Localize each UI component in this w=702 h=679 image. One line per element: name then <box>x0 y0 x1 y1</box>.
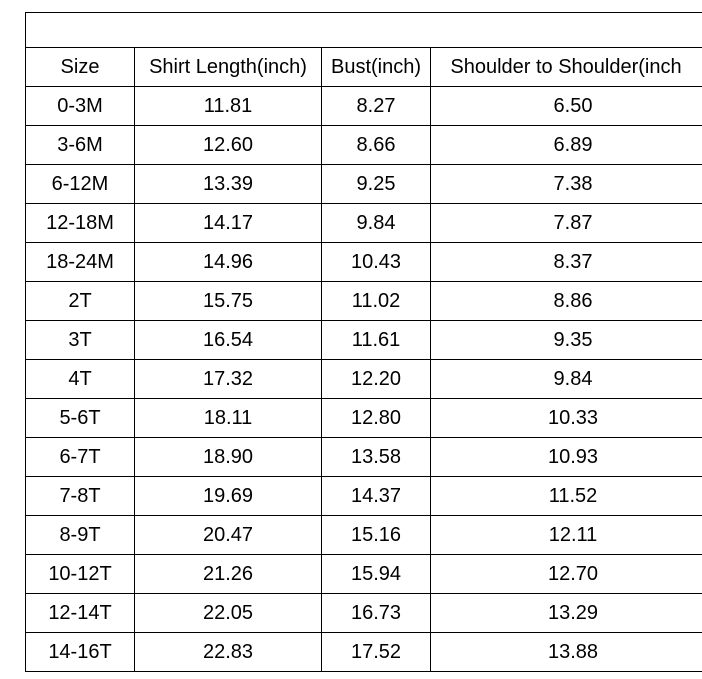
cell-bust: 8.66 <box>322 126 431 165</box>
cell-shoulder: 9.35 <box>431 321 702 360</box>
cell-bust: 11.61 <box>322 321 431 360</box>
cell-shirt-length: 22.83 <box>135 633 322 672</box>
table-row <box>26 555 702 594</box>
title-row <box>26 13 702 48</box>
cell-bust: 9.84 <box>322 204 431 243</box>
cell-bust: 13.58 <box>322 438 431 477</box>
cell-shirt-length: 22.05 <box>135 594 322 633</box>
header-shoulder <box>431 48 702 87</box>
table-row <box>26 516 702 555</box>
cell-bust: 14.37 <box>322 477 431 516</box>
cell-bust: 16.73 <box>322 594 431 633</box>
header-size: Size <box>26 48 135 87</box>
size-chart-body <box>26 13 702 672</box>
table-row <box>26 360 702 399</box>
size-chart-table <box>25 12 702 672</box>
cell-size: 12-14T <box>26 594 135 633</box>
cell-size: 12-18M <box>26 204 135 243</box>
cell-shirt-length: 19.69 <box>135 477 322 516</box>
cell-bust: 9.25 <box>322 165 431 204</box>
cell-size: 3T <box>26 321 135 360</box>
cell-bust: 8.27 <box>322 87 431 126</box>
cell-shirt-length: 15.75 <box>135 282 322 321</box>
cell-shoulder: 12.11 <box>431 516 702 555</box>
cell-shoulder: 13.29 <box>431 594 702 633</box>
cell-shoulder: 7.87 <box>431 204 702 243</box>
cell-bust: 11.02 <box>322 282 431 321</box>
cell-shirt-length: 20.47 <box>135 516 322 555</box>
cell-shoulder: 7.38 <box>431 165 702 204</box>
cell-size: 14-16T <box>26 633 135 672</box>
header-row <box>26 48 702 87</box>
cell-shoulder: 9.84 <box>431 360 702 399</box>
table-title <box>26 13 702 48</box>
cell-size: 0-3M <box>26 87 135 126</box>
cell-size: 6-12M <box>26 165 135 204</box>
cell-shoulder: 8.37 <box>431 243 702 282</box>
cell-shirt-length: 16.54 <box>135 321 322 360</box>
cell-shirt-length: 18.90 <box>135 438 322 477</box>
cell-bust: 17.52 <box>322 633 431 672</box>
cell-bust: 12.80 <box>322 399 431 438</box>
cell-size: 3-6M <box>26 126 135 165</box>
table-row <box>26 243 702 282</box>
table-row <box>26 87 702 126</box>
header-shoulder-label: Shoulder to Shoulder(inch <box>450 55 682 78</box>
cell-bust: 12.20 <box>322 360 431 399</box>
cell-bust: 15.94 <box>322 555 431 594</box>
table-row <box>26 321 702 360</box>
cell-shoulder: 10.93 <box>431 438 702 477</box>
header-shirt-length: Shirt Length(inch) <box>135 48 322 87</box>
table-row <box>26 126 702 165</box>
cell-size: 5-6T <box>26 399 135 438</box>
cell-size: 4T <box>26 360 135 399</box>
cell-size: 7-8T <box>26 477 135 516</box>
cell-bust: 10.43 <box>322 243 431 282</box>
size-chart-sheet <box>25 12 702 674</box>
table-row <box>26 282 702 321</box>
table-row <box>26 438 702 477</box>
cell-shirt-length: 11.81 <box>135 87 322 126</box>
table-row <box>26 204 702 243</box>
cell-shoulder: 13.88 <box>431 633 702 672</box>
cell-shoulder: 6.89 <box>431 126 702 165</box>
cell-shirt-length: 12.60 <box>135 126 322 165</box>
cell-shoulder: 11.52 <box>431 477 702 516</box>
cell-size: 2T <box>26 282 135 321</box>
table-row <box>26 594 702 633</box>
cell-size: 18-24M <box>26 243 135 282</box>
cell-shirt-length: 14.96 <box>135 243 322 282</box>
cell-shoulder: 10.33 <box>431 399 702 438</box>
cell-size: 8-9T <box>26 516 135 555</box>
cell-shoulder: 12.70 <box>431 555 702 594</box>
table-row <box>26 399 702 438</box>
cell-size: 6-7T <box>26 438 135 477</box>
table-row <box>26 477 702 516</box>
cell-shirt-length: 13.39 <box>135 165 322 204</box>
table-row <box>26 633 702 672</box>
table-row <box>26 165 702 204</box>
cell-shirt-length: 18.11 <box>135 399 322 438</box>
cell-shirt-length: 17.32 <box>135 360 322 399</box>
cell-bust: 15.16 <box>322 516 431 555</box>
cell-size: 10-12T <box>26 555 135 594</box>
header-bust: Bust(inch) <box>322 48 431 87</box>
cell-shoulder: 8.86 <box>431 282 702 321</box>
cell-shirt-length: 21.26 <box>135 555 322 594</box>
cell-shirt-length: 14.17 <box>135 204 322 243</box>
cell-shoulder: 6.50 <box>431 87 702 126</box>
